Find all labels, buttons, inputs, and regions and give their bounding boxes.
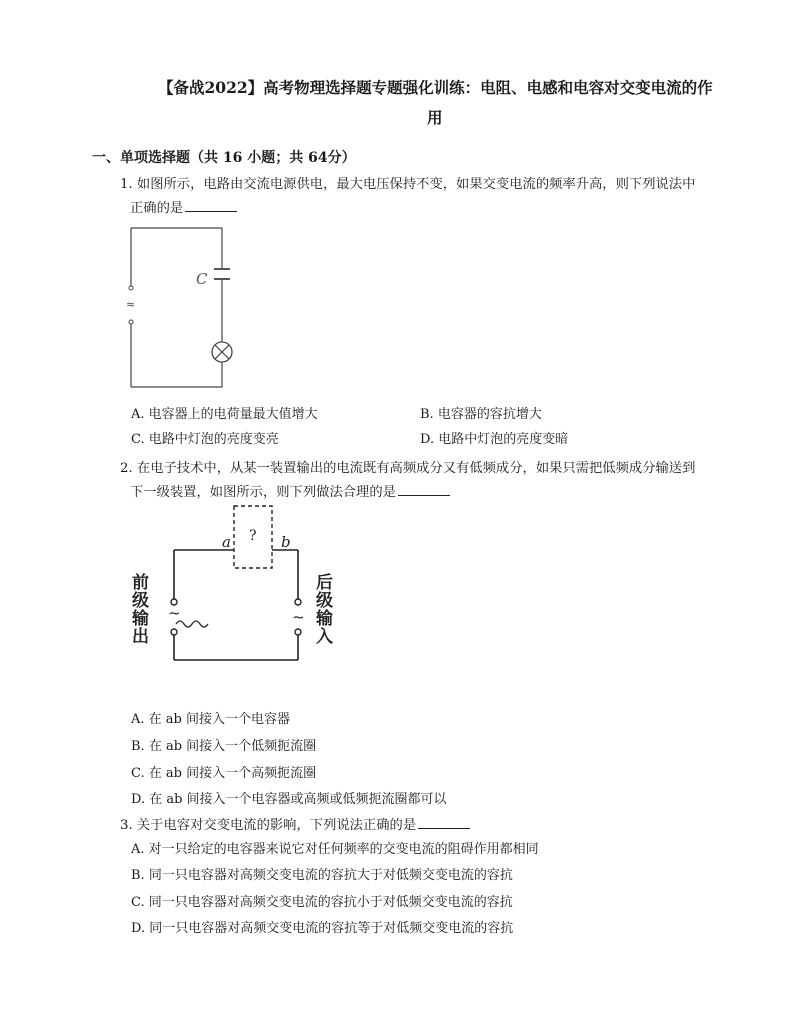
q2-terminal-b-label: b [281,533,291,551]
q3-option-b: B. 同一只电容器对高频交变电流的容抗大于对低频交变电流的容抗 [131,868,513,883]
q3-stem [120,814,470,833]
q1-lamp-icon [212,342,232,362]
q1-stem-line-1: 1. 如图所示，电路由交流电源供电，最大电压保持不变，如果交变电流的频率升高，则下列说法中 [120,177,696,192]
q2-right-label-3: 输 [316,609,333,629]
q2-right-label-2: 级 [316,591,333,611]
q2-left-terminal-bottom [171,629,177,635]
q2-option-d: D. 在 ab 间接入一个电容器或高频或低频扼流圈都可以 [131,792,447,807]
q2-waveform-icon [176,621,208,627]
q2-answer-blank [398,483,450,496]
q1-circuit-diagram [124,222,234,394]
q1-source-terminal-top [129,286,133,290]
q1-answer-blank [185,199,237,212]
q2-left-label-2: 级 [132,591,149,611]
q3-option-a: A. 对一只给定的电容器来说它对任何频率的交变电流的阻碍作用都相同 [131,842,539,857]
q2-right-tilde: ~ [292,608,305,626]
q1-option-b: B. 电容器的容抗增大 [420,407,542,422]
q1-capacitor-label: C [196,270,208,288]
q2-option-a: A. 在 ab 间接入一个电容器 [131,712,290,727]
page-title-line-1: 【备战2022】高考物理选择题专题强化训练：电阻、电感和电容对交变电流的作 [158,78,713,97]
q1-source-symbol: ≈ [126,298,136,311]
q2-stem-line-1: 2. 在电子技术中，从某一装置输出的电流既有高频成分又有低频成分，如果只需把低频成分输送到 [120,461,696,476]
q2-unknown-box-label: ? [249,528,257,544]
q1-stem-line-2 [130,197,237,216]
q3-answer-blank [418,816,470,829]
q2-left-tilde: ~ [168,604,181,622]
q3-option-c: C. 同一只电容器对高频交变电流的容抗小于对低频交变电流的容抗 [131,895,513,910]
q1-option-a: A. 电容器上的电荷量最大值增大 [131,407,318,422]
q2-right-terminal-top [295,599,301,605]
q1-source-terminal-bottom [129,320,133,324]
q2-left-label-4: 出 [132,627,149,647]
q2-option-c: C. 在 ab 间接入一个高频扼流圈 [131,766,317,781]
q1-option-c: C. 电路中灯泡的亮度变亮 [131,432,279,447]
section-heading: 一、单项选择题（共 16 小题；共 64分） [92,150,356,166]
q1-stem-text: 正确的是 [130,201,184,216]
q2-left-label-1: 前 [132,573,149,593]
q1-option-d: D. 电路中灯泡的亮度变暗 [420,432,569,447]
q2-right-terminal-bottom [295,629,301,635]
q2-right-label-1: 后 [316,573,333,593]
q2-option-b: B. 在 ab 间接入一个低频扼流圈 [131,739,317,754]
q2-circuit-diagram [128,502,348,672]
q2-stem-line-2 [130,481,450,500]
q3-option-d: D. 同一只电容器对高频交变电流的容抗等于对低频交变电流的容抗 [131,921,514,936]
q3-stem-text: 3. 关于电容对交变电流的影响，下列说法正确的是 [120,818,417,833]
q2-stem-text: 下一级装置，如图所示，则下列做法合理的是 [130,485,396,500]
q2-right-label-4: 入 [316,627,333,647]
page-title-line-2: 用 [427,108,443,127]
q2-left-label-3: 输 [132,609,149,629]
q2-terminal-a-label: a [222,533,231,551]
